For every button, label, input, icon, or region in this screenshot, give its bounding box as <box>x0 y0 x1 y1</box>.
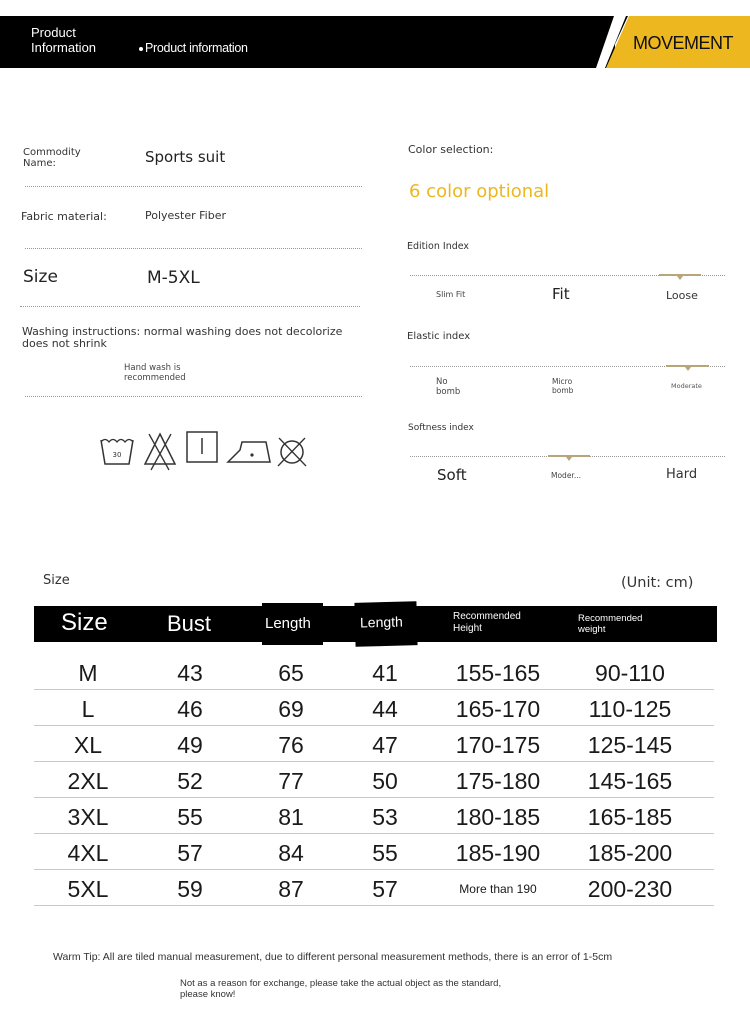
banner-title-line2: Information <box>31 40 97 55</box>
softness-option-moderate: Moder... <box>551 471 581 480</box>
softness-option-hard: Hard <box>666 467 698 482</box>
cell-weight: 165-185 <box>587 804 673 830</box>
cell-size: 2XL <box>67 768 109 794</box>
color-selection-value: 6 color optional <box>409 181 550 202</box>
cell-weight: 200-230 <box>587 876 673 902</box>
header-weight-line1: Recommended <box>578 613 643 624</box>
elastic-opt1-line2: bomb <box>436 387 461 397</box>
softness-index-marker <box>548 455 590 457</box>
cell-length-2: 53 <box>372 804 398 830</box>
iron-low-icon <box>226 430 272 470</box>
commodity-name-label <box>23 147 81 169</box>
cell-weight: 110-125 <box>588 696 672 722</box>
bullet-icon <box>139 47 143 51</box>
elastic-option-micro-bomb <box>552 377 573 395</box>
cell-bust: 43 <box>177 660 203 686</box>
commodity-name-value: Sports suit <box>145 148 226 166</box>
elastic-option-no-bomb <box>436 377 460 397</box>
cell-bust: 52 <box>177 768 203 794</box>
edition-option-fit: Fit <box>552 285 570 303</box>
cell-length: 84 <box>278 840 304 866</box>
cell-length: 76 <box>278 732 304 758</box>
cell-bust: 55 <box>177 804 203 830</box>
elastic-opt2-line2: bomb <box>552 386 574 395</box>
size-table-unit: (Unit: cm) <box>621 575 694 591</box>
cell-size: L <box>81 696 95 722</box>
banner-title-line1: Product <box>31 25 76 40</box>
cell-height: 155-165 <box>455 660 541 686</box>
cell-height: 175-180 <box>455 768 541 794</box>
exchange-note-line1: Not as a reason for exchange, please take the actual object as the standard, <box>180 978 502 989</box>
cell-height: 165-170 <box>455 696 541 722</box>
cell-size: M <box>78 660 98 686</box>
cell-length-2: 47 <box>372 732 398 758</box>
cell-length: 69 <box>278 696 304 722</box>
cell-size: 4XL <box>67 840 109 866</box>
cell-length: 87 <box>278 876 304 902</box>
cell-size: 3XL <box>67 804 109 830</box>
size-label: Size <box>23 267 58 287</box>
cell-height: 185-190 <box>455 840 541 866</box>
header-bust: Bust <box>167 611 212 636</box>
washing-line2: does not shrink <box>22 337 107 350</box>
header-weight-line2: weight <box>578 624 606 635</box>
cell-length-2: 41 <box>372 660 398 686</box>
header-height-line2: Height <box>453 623 482 634</box>
divider <box>25 248 362 249</box>
wash-30-icon <box>98 430 136 470</box>
cell-size: XL <box>73 732 103 758</box>
exchange-note <box>180 978 501 1000</box>
cell-weight: 185-200 <box>587 840 673 866</box>
elastic-index-marker <box>666 365 709 367</box>
cell-weight: 125-145 <box>587 732 673 758</box>
elastic-index-label: Elastic index <box>407 331 471 342</box>
header-recommended-height <box>453 611 521 635</box>
cell-length: 77 <box>278 768 304 794</box>
header-height-line1: Recommended <box>453 611 521 622</box>
banner-title <box>31 25 96 55</box>
cell-bust: 46 <box>177 696 203 722</box>
softness-index-label: Softness index <box>408 423 474 433</box>
no-bleach-icon <box>142 430 178 472</box>
cell-length: 65 <box>278 660 304 686</box>
cell-weight: 145-165 <box>587 768 673 794</box>
softness-option-soft: Soft <box>437 466 467 484</box>
table-row <box>34 870 714 906</box>
warm-tip: Warm Tip: All are tiled manual measurement, due to different personal measurement methods, there is an error of 1-5cm <box>53 951 613 963</box>
elastic-option-moderate: Moderate <box>671 382 702 390</box>
size-range-value: M-5XL <box>147 268 200 288</box>
hand-wash-line1: Hand wash is <box>124 363 181 373</box>
edition-option-slim-fit: Slim Fit <box>436 290 466 299</box>
cell-length-2: 57 <box>372 876 398 902</box>
cell-length-2: 50 <box>372 768 398 794</box>
header-recommended-weight <box>578 613 642 635</box>
cell-bust: 49 <box>177 732 203 758</box>
banner-subtitle-text: Product information <box>145 41 248 55</box>
cell-length: 81 <box>278 804 304 830</box>
cell-height: 170-175 <box>455 732 541 758</box>
size-table-title: Size <box>43 573 70 588</box>
divider <box>25 396 362 397</box>
header-size: Size <box>61 609 108 636</box>
cell-height: 180-185 <box>455 804 541 830</box>
elastic-opt2-line1: Micro <box>552 377 573 386</box>
washing-instructions <box>22 326 342 350</box>
cell-height: More than 190 <box>459 882 537 896</box>
wash-temp-label: 30 <box>112 451 122 459</box>
header-banner <box>0 16 750 68</box>
cell-bust: 59 <box>177 876 203 902</box>
fabric-value: Polyester Fiber <box>145 209 226 222</box>
cell-size: 5XL <box>67 876 109 902</box>
table-row <box>34 834 714 870</box>
exchange-note-line2: please know! <box>180 989 236 1000</box>
table-row <box>34 654 714 690</box>
edition-index-label: Edition Index <box>407 241 470 252</box>
edition-option-loose: Loose <box>666 289 698 302</box>
elastic-opt1-line1: No <box>436 377 448 387</box>
banner-tag: MOVEMENT <box>633 33 734 53</box>
header-length: Length <box>265 615 311 632</box>
divider <box>20 306 360 307</box>
commodity-label-line2: Name: <box>23 158 56 169</box>
washing-line1: Washing instructions: normal washing does not decolorize <box>22 325 343 338</box>
divider <box>25 186 362 187</box>
cell-bust: 57 <box>177 840 203 866</box>
edition-index-marker <box>659 274 701 276</box>
table-row <box>34 762 714 798</box>
header-length-2: Length <box>359 613 404 631</box>
color-selection-label: Color selection: <box>408 143 494 156</box>
table-row <box>34 798 714 834</box>
no-dry-clean-icon <box>276 430 308 470</box>
hand-wash-note <box>124 363 186 383</box>
commodity-label-line1: Commodity <box>23 147 81 158</box>
banner-subtitle <box>139 41 248 55</box>
table-row <box>34 690 714 726</box>
cell-length-2: 44 <box>372 696 398 722</box>
cell-length-2: 55 <box>372 840 398 866</box>
tumble-dry-icon <box>185 430 219 466</box>
table-row <box>34 726 714 762</box>
hand-wash-line2: recommended <box>124 373 186 383</box>
cell-weight: 90-110 <box>595 660 665 686</box>
fabric-label: Fabric material: <box>21 210 107 223</box>
